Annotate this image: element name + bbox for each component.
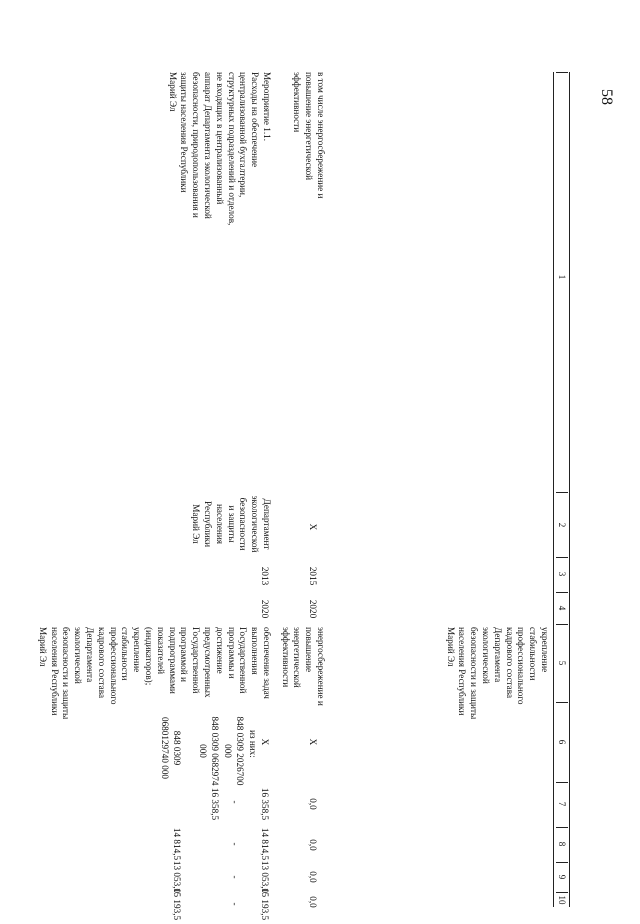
- rotated-page: [37, 62, 580, 921]
- energy-row-col10: 0,0: [308, 896, 318, 908]
- col-divider: [556, 624, 568, 625]
- energy-row-col7: 0,0: [308, 798, 318, 810]
- energy-row-col3: 2015: [308, 566, 318, 586]
- measure-row-col4: 2020: [260, 599, 270, 619]
- header-top-rule: [569, 72, 570, 907]
- column-header-9: 9: [557, 874, 567, 880]
- measure-row-col6-code-3: 848 0309 0680129740 000: [160, 716, 182, 779]
- column-header-1: 1: [557, 274, 567, 280]
- measure-row-col7-total: 16 358,5: [260, 787, 270, 821]
- measure-row-col6-code-2: 848 0309 0682974 000: [198, 716, 220, 786]
- measure-row-col7-code2: 16 358,5: [210, 787, 220, 821]
- energy-row-col8: 0,0: [308, 839, 318, 851]
- budget-table: [37, 62, 580, 921]
- measure-row-col8-code3: 14 814,5: [172, 827, 182, 861]
- measure-row-col6-of-them: из них:: [248, 730, 258, 758]
- energy-row-col2: X: [308, 523, 318, 531]
- measure-row-col8-total: 14 814,5: [260, 827, 270, 861]
- measure-row-col8-dash: -: [230, 842, 240, 846]
- measure-row-col3: 2013: [260, 566, 270, 586]
- column-header-7: 7: [557, 801, 567, 807]
- measure-row-col9-dash: -: [230, 875, 240, 879]
- measure-row-col6-code-1: 848 0309 2026700 000: [223, 716, 245, 786]
- energy-row-col6: X: [308, 738, 318, 746]
- column-header-5: 5: [557, 660, 567, 666]
- measure-row-col9-total: 13 053,0: [260, 860, 270, 894]
- measure-row-col1: Мероприятие 1.1. Расходы на обеспечение централизованной бухгалтерии, структурных подразделений и отделов, не входящих в централизованный аппарат Департамента экологической безопасности, природопользования и защиты населения Республики Марий Эл: [167, 72, 272, 226]
- column-header-4: 4: [557, 605, 567, 611]
- column-header-10: 10: [557, 895, 567, 905]
- measure-row-col10-total: 15 193,5: [260, 887, 270, 921]
- measure-row-col5: обеспечение задач выполнения Государственной программы и достижение предусмотренных Государственной программой и подпрограммами показателей (индикаторов); укрепление стабильности профессионального кадрового состава Департамента экологической безопасности и защиты населения Республики Марий Эл: [37, 627, 272, 720]
- measure-row-col7-dash: -: [230, 800, 240, 804]
- measure-row-col10-dash: -: [230, 902, 240, 906]
- col-divider: [556, 702, 568, 703]
- column-header-2: 2: [557, 522, 567, 528]
- header-bottom-rule: [553, 72, 554, 907]
- continuation-col5: укрепление стабильности профессионального кадрового состава Департамента экологической безопасности и защиты населения Республики Марий Эл: [445, 627, 550, 720]
- col-divider: [556, 557, 568, 558]
- column-header-8: 8: [557, 841, 567, 847]
- column-header-3: 3: [557, 571, 567, 577]
- measure-row-col9-code3: 13 053,0: [172, 860, 182, 894]
- measure-row-col6-x: X: [260, 738, 270, 746]
- col-divider: [556, 782, 568, 783]
- measure-row-col10-code3: 15 193,5: [172, 887, 182, 921]
- page-number: 58: [598, 89, 615, 105]
- col-divider: [556, 827, 568, 828]
- energy-row-col1: в том числе энергосбережение и повышение энергетической эффективности: [292, 72, 326, 199]
- column-header-6: 6: [557, 739, 567, 745]
- energy-row-col5: энергосбережение и повышение энергетической эффективности: [280, 627, 326, 706]
- energy-row-col4: 2020: [308, 599, 318, 619]
- col-divider: [556, 492, 568, 493]
- col-divider: [556, 72, 568, 73]
- energy-row-col9: 0,0: [308, 871, 318, 883]
- measure-row-col2: Департамент экологической безопасности и защиты населения Республики Марий Эл: [191, 495, 272, 553]
